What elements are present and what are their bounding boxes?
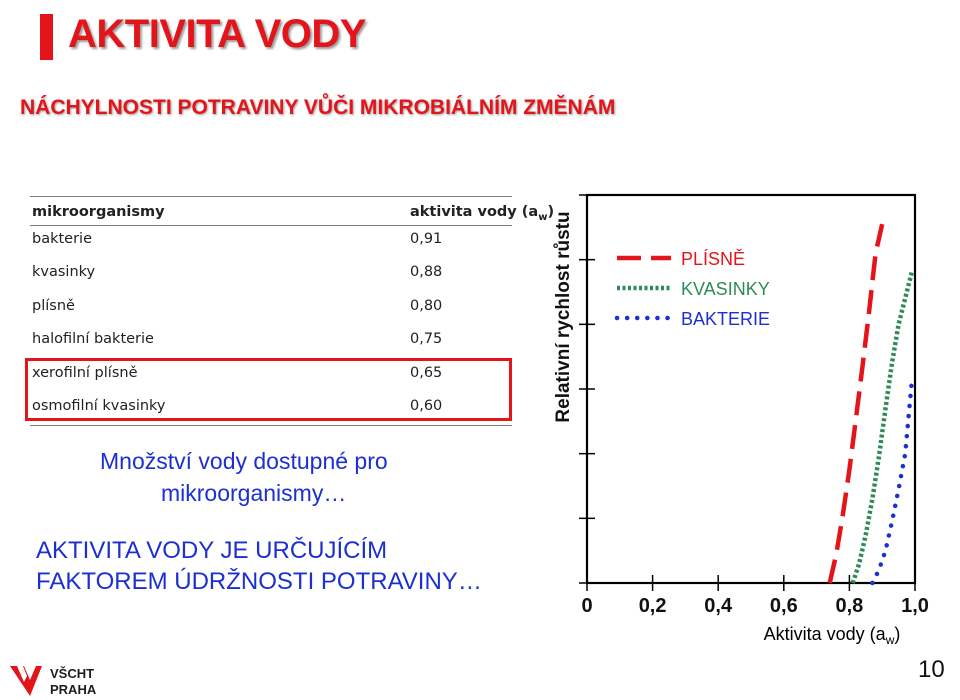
chart-series bbox=[830, 224, 912, 583]
table-cell-name: bakterie bbox=[32, 231, 93, 247]
table-row bbox=[30, 290, 512, 322]
x-tick-label: 0,2 bbox=[638, 595, 667, 617]
series-line-0 bbox=[830, 224, 883, 583]
x-tick-label: 0,8 bbox=[835, 595, 864, 617]
legend-label-2: BAKTERIE bbox=[681, 309, 771, 329]
table-cell-aw: 0,88 bbox=[410, 264, 443, 280]
page-subtitle: NÁCHYLNOSTI POTRAVINY VŮČI MIKROBIÁLNÍM ZMĚNÁM bbox=[20, 96, 616, 119]
logo-text-line2: PRAHA bbox=[50, 682, 97, 697]
xerophile-highlight-box bbox=[25, 358, 512, 421]
table-cell-aw: 0,75 bbox=[410, 331, 443, 347]
plot-frame bbox=[587, 195, 915, 583]
x-tick-label: 0,4 bbox=[704, 595, 733, 617]
logo-text-line1: VŠCHT bbox=[50, 666, 95, 681]
page-number: 10 bbox=[918, 656, 945, 683]
chart-legend bbox=[617, 249, 770, 329]
table-cell-name: halofilní bakterie bbox=[32, 331, 154, 347]
table-header-aw-sub: w bbox=[538, 211, 548, 223]
table-cell-name: xerofilní plísně bbox=[32, 365, 138, 381]
table-cell-aw: 0,80 bbox=[410, 298, 443, 314]
title-accent-bar bbox=[40, 14, 53, 60]
table-cell-aw: 0,65 bbox=[410, 365, 443, 381]
available-water-text-line2: mikroorganismy… bbox=[161, 480, 347, 506]
table-cell-name: kvasinky bbox=[32, 264, 96, 280]
table-cell-aw: 0,60 bbox=[410, 398, 443, 414]
table-cell-aw: 0,91 bbox=[410, 231, 443, 247]
y-axis-label: Relativní rychlost růstu bbox=[553, 211, 574, 423]
table-cell-name: plísně bbox=[32, 298, 75, 314]
table-row bbox=[30, 256, 512, 288]
x-axis-label: Aktivita vody $(a_w)$ bbox=[763, 624, 901, 647]
growth-rate-chart bbox=[545, 185, 960, 650]
legend-label-0: PLÍSNĚ bbox=[681, 249, 746, 269]
x-tick-label: 1,0 bbox=[901, 595, 929, 617]
available-water-text-line1: Množství vody dostupné pro bbox=[100, 448, 388, 474]
table-cell-name: osmofilní kvasinky bbox=[32, 398, 166, 414]
vscht-logo-mark bbox=[8, 662, 44, 698]
vscht-logo bbox=[8, 662, 118, 698]
page-title: AKTIVITA VODY bbox=[68, 12, 366, 56]
x-tick-label: 0 bbox=[581, 595, 593, 617]
table-header-microorganisms: mikroorganismy bbox=[32, 204, 165, 220]
series-line-2 bbox=[872, 383, 911, 584]
table-row bbox=[30, 223, 512, 255]
table-header-aw-close: ) bbox=[547, 204, 555, 220]
series-line-1 bbox=[853, 273, 912, 583]
table-bottom-rule bbox=[30, 425, 512, 426]
conclusion-text-line1: AKTIVITA VODY JE URČUJÍCÍM bbox=[36, 537, 388, 564]
conclusion-text-line2: FAKTOREM ÚDRŽNOSTI POTRAVINY… bbox=[36, 568, 482, 595]
legend-label-1: KVASINKY bbox=[681, 279, 770, 299]
table-row bbox=[30, 323, 512, 355]
table-header-aw-label: aktivita vody (a bbox=[410, 204, 539, 220]
x-tick-label: 0,6 bbox=[769, 595, 798, 617]
